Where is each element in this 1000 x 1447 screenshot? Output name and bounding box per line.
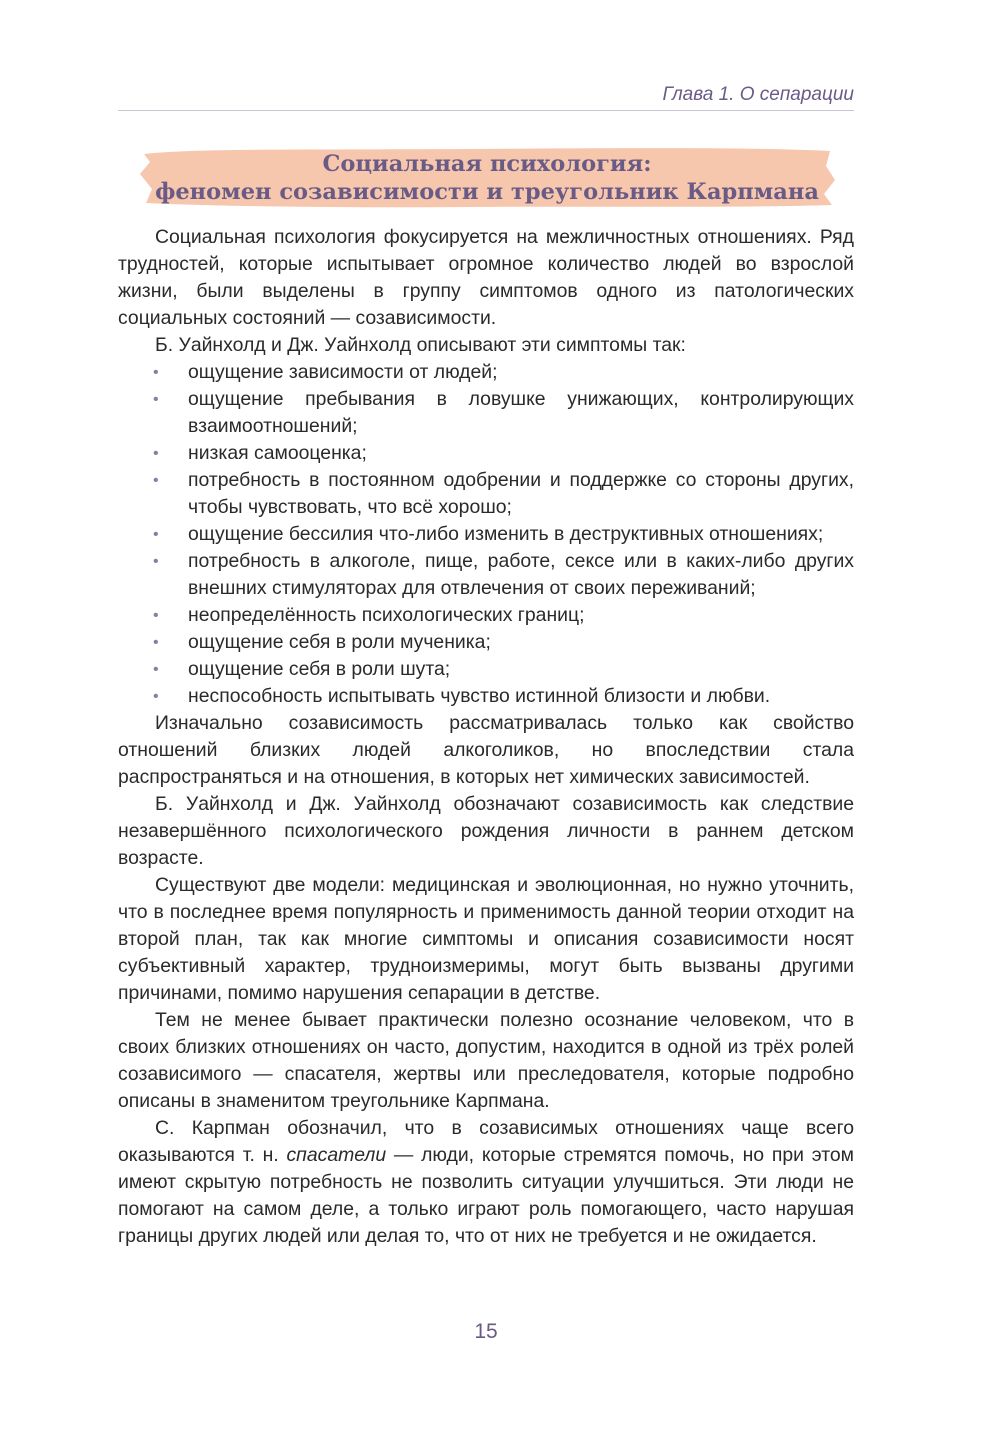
list-item-text: ощущение себя в роли мученика;	[188, 631, 491, 653]
bullet-icon: •	[153, 688, 159, 705]
list-item	[118, 359, 854, 386]
bullet-icon: •	[153, 391, 159, 408]
section-title-block	[138, 144, 836, 210]
list-item-text: неопределённость психологических границ;	[188, 604, 585, 626]
list-item	[118, 629, 854, 656]
list-item	[118, 602, 854, 629]
list-item	[118, 656, 854, 683]
bullet-icon: •	[153, 607, 159, 624]
list-item	[118, 440, 854, 467]
list-item-text: ощущение пребывания в ловушке унижающих, контролирующих взаимоотношений;	[188, 388, 854, 437]
paragraph: Тем не менее бывает практически полезно осознание человеком, что в своих близких отношениях он часто, допустим, находится в одной из трёх ролей созависимого — спасателя, жертвы или преследователя, которые подробно описаны в знаменитом треугольнике Карпмана.	[118, 1009, 854, 1112]
symptom-list	[118, 359, 854, 710]
body-text	[118, 224, 854, 1250]
paragraph: Б. Уайнхолд и Дж. Уайнхолд обозначают созависимость как следствие незавершённого психологического рождения личности в раннем детском возрасте.	[118, 793, 854, 869]
bullet-icon: •	[153, 553, 159, 570]
text-run: — люди, которые стремятся помочь, но при этом имеют скрытую потребность не позволить ситуации улучшиться. Эти люди не помогают на самом деле, а только играют роль помогающего, часто нарушая границы других людей или делая то, что от них не требуется и не ожидается.	[118, 1144, 854, 1247]
emphasis-term: спасатели	[286, 1144, 387, 1166]
list-item	[118, 683, 854, 710]
bullet-icon: •	[153, 472, 159, 489]
header-divider	[118, 110, 854, 111]
list-item-text: ощущение себя в роли шута;	[188, 658, 451, 680]
bullet-icon: •	[153, 364, 159, 381]
list-item-text: низкая самооценка;	[188, 442, 367, 464]
list-item-text: потребность в постоянном одобрении и поддержке со стороны других, чтобы чувствовать, что всё хорошо;	[188, 469, 854, 518]
bullet-icon: •	[153, 634, 159, 651]
paragraph: Б. Уайнхолд и Дж. Уайнхолд описывают эти симптомы так:	[155, 334, 686, 356]
list-item	[118, 548, 854, 602]
section-title-line-2: феномен созависимости и треугольник Карпмана	[155, 179, 819, 205]
bullet-icon: •	[153, 526, 159, 543]
section-title	[138, 150, 836, 206]
running-header: Глава 1. О сепарации	[662, 84, 854, 105]
list-item-text: ощущение зависимости от людей;	[188, 361, 498, 383]
paragraph	[118, 1115, 854, 1250]
bullet-icon: •	[153, 661, 159, 678]
list-item	[118, 467, 854, 521]
section-title-line-1: Социальная психология:	[322, 151, 652, 177]
text-run: С. Карпман обозначил, что в созависимых отношениях чаще всего оказываются т. н.	[118, 1117, 854, 1166]
page-number: 15	[474, 1320, 498, 1343]
list-item	[118, 386, 854, 440]
paragraph: Социальная психология фокусируется на межличностных отношениях. Ряд трудностей, которые испытывает огромное количество людей во взрослой жизни, были выделены в группу симптомов одного из патологических социальных состояний — созависимости.	[118, 226, 854, 329]
list-item	[118, 521, 854, 548]
list-item-text: потребность в алкоголе, пище, работе, сексе или в каких-либо других внешних стимуляторах для отвлечения от своих переживаний;	[188, 550, 854, 599]
paragraph: Изначально созависимость рассматривалась только как свойство отношений близких людей алкоголиков, но впоследствии стала распространяться и на отношения, в которых нет химических зависимостей.	[118, 712, 854, 788]
list-item-text: неспособность испытывать чувство истинной близости и любви.	[188, 685, 771, 707]
list-item-text: ощущение бессилия что-либо изменить в деструктивных отношениях;	[188, 523, 824, 545]
bullet-icon: •	[153, 445, 159, 462]
paragraph: Существуют две модели: медицинская и эволюционная, но нужно уточнить, что в последнее время популярность и применимость данной теории отходит на второй план, так как многие симптомы и описания созависимости носят субъективный характер, трудноизмеримы, могут быть вызваны другими причинами, помимо нарушения сепарации в детстве.	[118, 874, 854, 1004]
